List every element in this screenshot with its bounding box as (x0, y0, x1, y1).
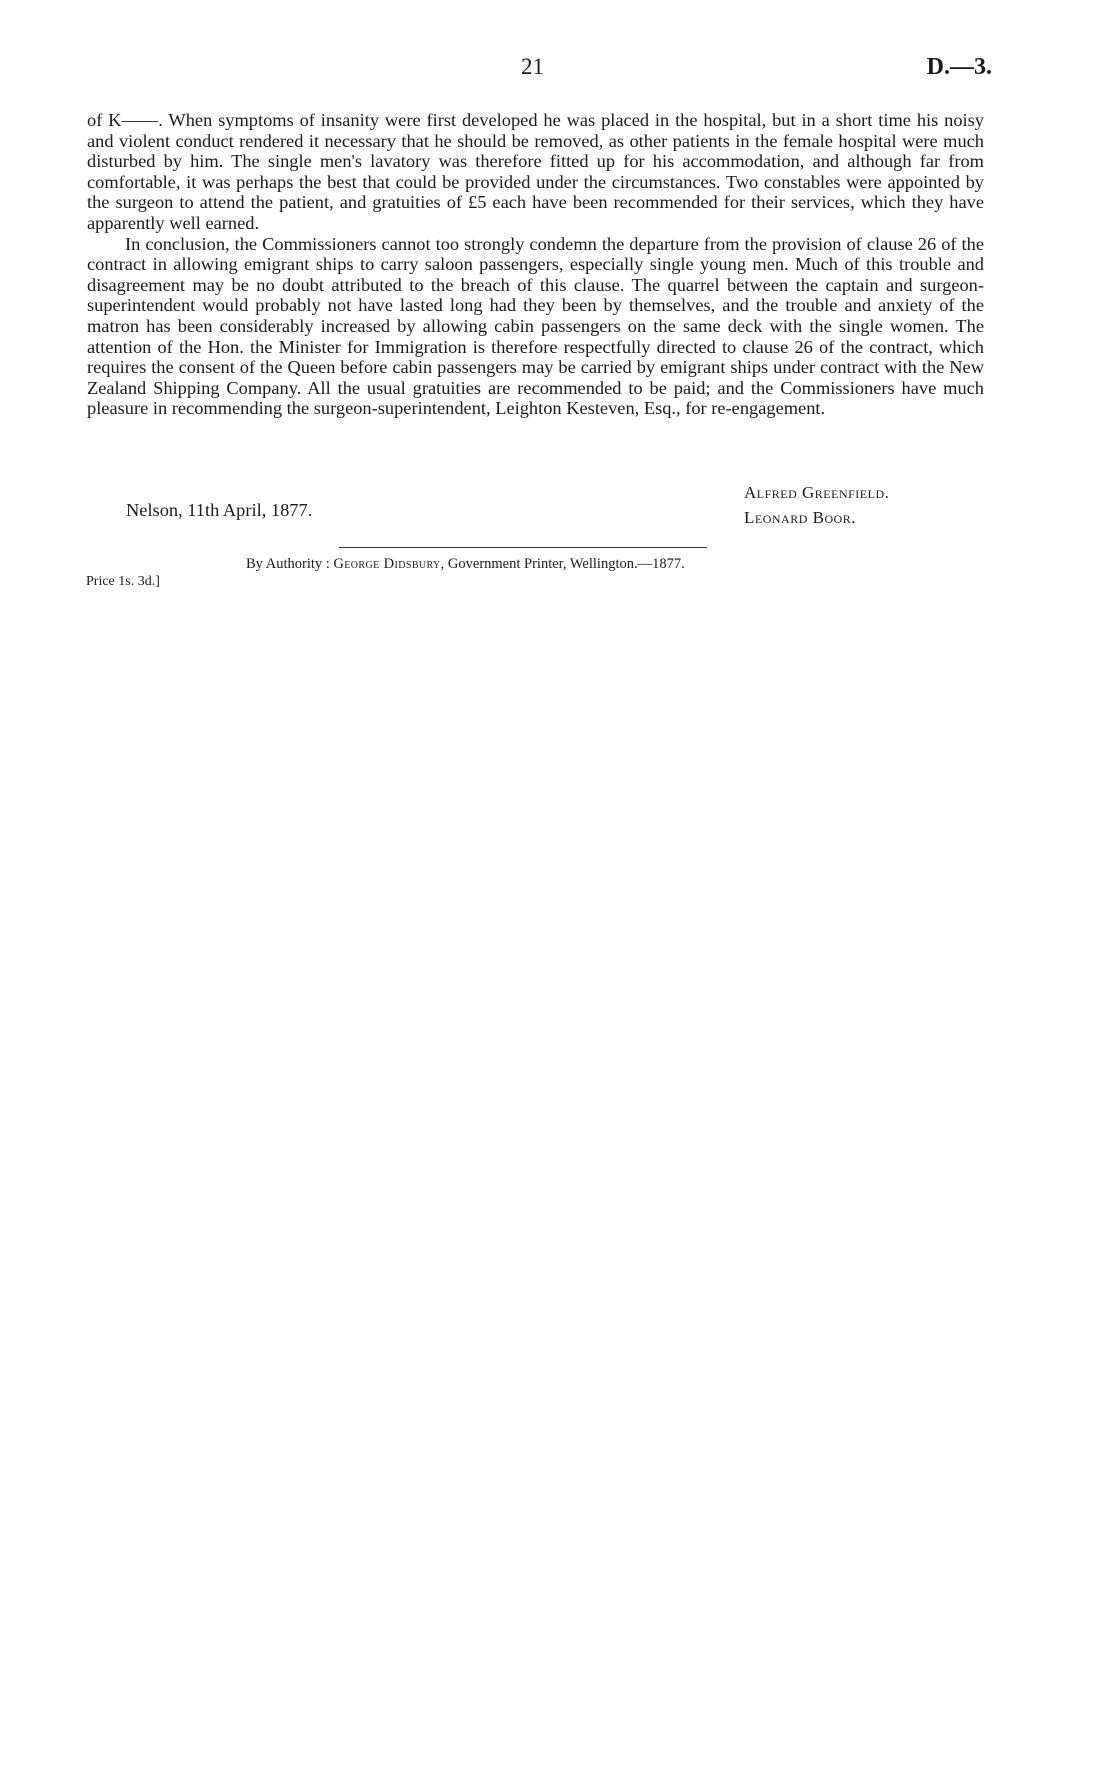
signatory-name: Alfred Greenfield. (744, 483, 890, 502)
imprint-suffix: , Government Printer, Wellington.—1877. (440, 556, 685, 572)
imprint-prefix: By Authority : (246, 556, 330, 572)
document-reference: D.—3. (926, 54, 992, 80)
body-text (87, 110, 984, 419)
signatory-name: Leonard Boor. (744, 508, 857, 527)
printer-name: George Didsbury (333, 556, 441, 572)
place-date: Nelson, 11th April, 1877. (126, 500, 313, 520)
price-note: Price 1s. 3d.] (86, 574, 160, 589)
page-number: 21 (521, 54, 544, 79)
printer-imprint (246, 556, 685, 573)
footer-rule (339, 547, 707, 548)
paragraph-continuation: of K——. When symptoms of insanity were first developed he was placed in the hospital, but in a short time his noisy and violent conduct rendered it necessary that he should be removed, as other patients in the female hospital were much disturbed by him. The single men's lavatory was therefore fitted up for his accommodation, and although far from comfortable, it was perhaps the best that could be provided under the circumstances. Two constables were appointed by the surgeon to attend the patient, and gratuities of £5 each have been recommended for their services, which they have apparently well earned. (87, 110, 984, 233)
paragraph-conclusion: In conclusion, the Commissioners cannot too strongly condemn the departure from the provision of clause 26 of the contract in allowing emigrant ships to carry saloon passengers, especially single young men. Much of this trouble and disagreement may be no doubt attributed to the breach of this clause. The quarrel between the captain and surgeon-superintendent would probably not have lasted long had they been by themselves, and the trouble and anxiety of the matron has been considerably increased by allowing cabin passengers on the same deck with the single women. The attention of the Hon. the Minister for Immigration is therefore respectfully directed to clause 26 of the contract, which requires the consent of the Queen before cabin passengers may be carried by emigrant ships under contract with the New Zealand Shipping Company. All the usual gratuities are recommended to be paid; and the Commissioners have much pleasure in recommending the surgeon-superintendent, Leighton Kesteven, Esq., for re-engagement. (87, 233, 984, 419)
signature-block (744, 480, 889, 530)
